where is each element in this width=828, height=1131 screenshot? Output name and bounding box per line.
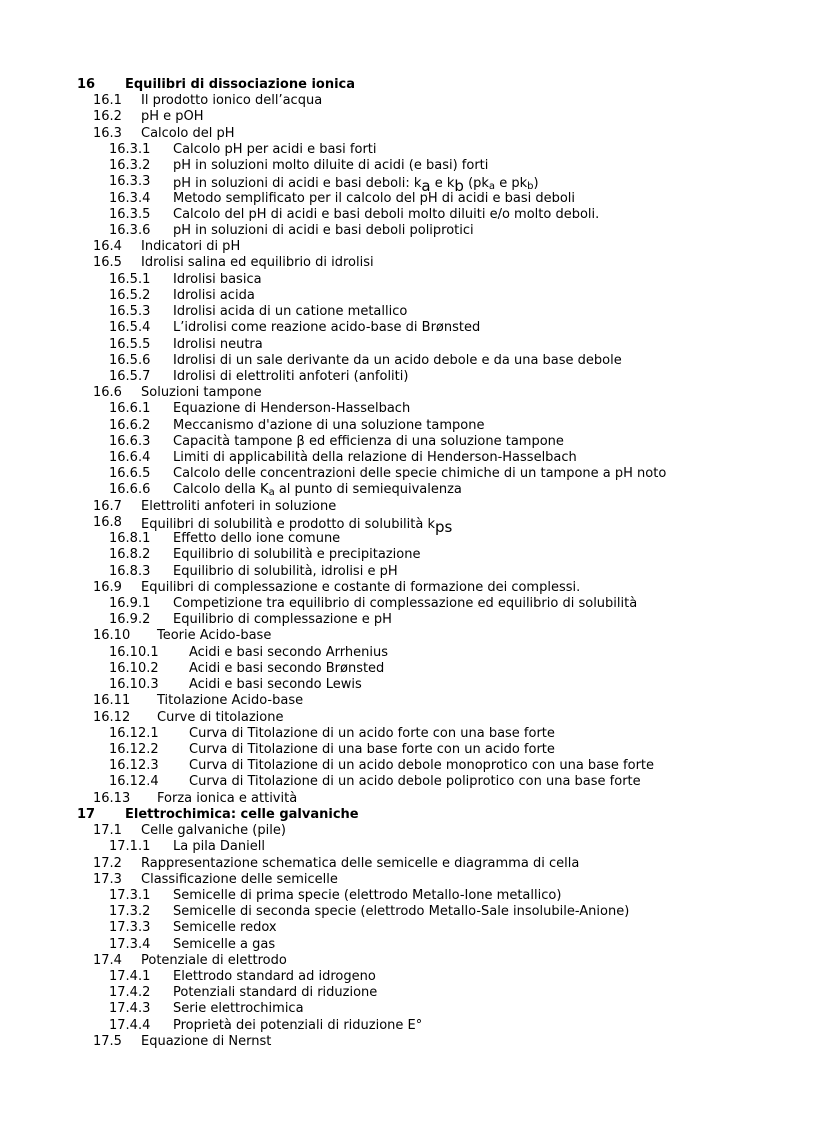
toc-entry-title: Idrolisi salina ed equilibrio di idrolisi — [141, 255, 374, 271]
toc-entry[interactable] — [0, 823, 828, 839]
toc-entry-title: Idrolisi acida — [173, 287, 255, 303]
toc-entry[interactable] — [0, 109, 828, 125]
toc-entry-title: Semicelle redox — [173, 920, 277, 936]
toc-entry-title: Calcolo del pH — [141, 125, 235, 141]
toc-entry-number: 16.5 — [93, 255, 122, 271]
toc-entry-title: Elettroliti anfoteri in soluzione — [141, 498, 337, 514]
toc-entry[interactable] — [0, 320, 828, 336]
toc-entry-title: Competizione tra equilibrio di complessazione ed equilibrio di solubilità — [173, 596, 638, 611]
toc-entry-title: Equazione di Henderson-Hasselbach — [173, 401, 411, 417]
toc-entry-number: 16.5.6 — [109, 352, 151, 368]
toc-entry-number: 16.9 — [93, 579, 122, 595]
toc-entry-number: 17.4.2 — [109, 985, 151, 1001]
toc-entry[interactable] — [0, 807, 828, 823]
toc-entry[interactable] — [0, 953, 828, 969]
title-fragment: e pk — [495, 176, 528, 192]
toc-entry-number: 17.4.1 — [109, 969, 151, 985]
toc-entry-number: 16.9.2 — [109, 612, 151, 628]
title-fragment: (pk — [463, 176, 489, 192]
toc-entry-title: Classificazione delle semicelle — [141, 871, 338, 887]
toc-entry-title: Proprietà dei potenziali di riduzione E° — [173, 1017, 423, 1033]
toc-entry-number: 17.4.3 — [109, 1001, 151, 1017]
toc-entry-title: Curva di Titolazione di un acido debole poliprotico con una base forte — [189, 774, 641, 790]
toc-entry-title: Celle galvaniche (pile) — [141, 823, 286, 839]
toc-entry-title: Acidi e basi secondo Lewis — [189, 677, 362, 693]
toc-entry-number: 16.3 — [93, 125, 122, 141]
toc-entry-number: 17.1 — [93, 823, 122, 839]
toc-entry-title: Equilibrio di solubilità e precipitazione — [173, 547, 421, 563]
toc-entry[interactable] — [0, 255, 828, 271]
toc-entry-title: Soluzioni tampone — [141, 385, 262, 401]
toc-entry-title: pH e pOH — [141, 109, 204, 125]
toc-entry[interactable] — [0, 596, 828, 612]
subscript: a — [488, 181, 496, 193]
toc-entry-number: 16.6.5 — [109, 466, 151, 482]
toc-entry-number: 16.10.1 — [109, 644, 159, 660]
toc-entry-number: 17.2 — [93, 855, 122, 871]
toc-entry[interactable] — [0, 77, 828, 93]
toc-entry-title: Acidi e basi secondo Arrhenius — [189, 644, 388, 660]
toc-entry-number: 16.12.4 — [109, 774, 159, 790]
toc-entry-number: 16.5.4 — [109, 320, 151, 336]
toc-entry-number: 16.6.6 — [109, 482, 151, 498]
toc-entry-number: 16.10.3 — [109, 677, 159, 693]
toc-entry-number: 16.3.6 — [109, 222, 151, 238]
toc-entry-title: Equilibrio di solubilità, idrolisi e pH — [173, 563, 398, 579]
toc-entry-number: 16.13 — [93, 790, 131, 806]
toc-entry-title: Calcolo delle concentrazioni delle specie chimiche di un tampone a pH noto — [173, 466, 667, 482]
toc-entry-number: 16.5.1 — [109, 271, 151, 287]
subscript: ps — [435, 517, 453, 536]
toc-entry-title: Il prodotto ionico dell’acqua — [141, 93, 323, 109]
toc-entry[interactable] — [0, 418, 828, 434]
toc-entry-title: Teorie Acido-base — [157, 628, 272, 644]
toc-entry-number: 16.3.3 — [109, 174, 151, 190]
toc-entry[interactable] — [0, 337, 828, 353]
toc-entry-number: 16.1 — [93, 93, 122, 109]
toc-entry[interactable] — [0, 937, 828, 953]
toc-entry[interactable] — [0, 142, 828, 158]
toc-entry[interactable] — [0, 791, 828, 807]
toc-entry-number: 17.1.1 — [109, 839, 151, 855]
toc-entry-number: 16.2 — [93, 109, 122, 125]
toc-entry-title: Metodo semplificato per il calcolo del pH di acidi e basi deboli — [173, 190, 576, 206]
toc-entry-title — [173, 482, 462, 499]
toc-entry-number: 16.12 — [93, 709, 131, 725]
toc-entry-number: 16.5.3 — [109, 304, 151, 320]
toc-entry[interactable] — [0, 969, 828, 985]
toc-entry-title: L’idrolisi come reazione acido-base di Brønsted — [173, 320, 481, 336]
subscript: a — [268, 487, 275, 499]
toc-entry-title: Potenziale di elettrodo — [141, 952, 287, 968]
toc-entry-number: 16.6.4 — [109, 450, 151, 466]
toc-entry[interactable] — [0, 758, 828, 774]
toc-entry[interactable] — [0, 514, 828, 536]
toc-entry-number: 16.8.1 — [109, 531, 151, 547]
toc-entry[interactable] — [0, 93, 828, 109]
toc-entry-number: 16.8.3 — [109, 563, 151, 579]
subscript: b — [527, 181, 534, 193]
toc-entry-title: Calcolo pH per acidi e basi forti — [173, 141, 377, 157]
toc-entry-number: 16.3.5 — [109, 206, 151, 222]
toc-entry-title: Semicelle a gas — [173, 936, 276, 952]
toc-entry-number: 16 — [77, 77, 96, 92]
toc-entry-title: Elettrodo standard ad idrogeno — [173, 969, 376, 985]
toc-entry[interactable] — [0, 710, 828, 726]
toc-entry[interactable] — [0, 126, 828, 142]
toc-entry-title: Curva di Titolazione di un acido debole monoprotico con una base forte — [189, 758, 655, 774]
toc-entry[interactable] — [0, 547, 828, 563]
toc-entry-title: Semicelle di prima specie (elettrodo Metallo-Ione metallico) — [173, 887, 562, 903]
toc-entry-title: Equazione di Nernst — [141, 1033, 272, 1049]
toc-entry[interactable] — [0, 304, 828, 320]
toc-entry-title: Forza ionica e attività — [157, 790, 298, 806]
toc-entry[interactable] — [0, 482, 828, 498]
toc-entry-number: 16.10.2 — [109, 660, 159, 676]
toc-entry-number: 16.12.3 — [109, 758, 159, 774]
toc-entry[interactable] — [0, 385, 828, 401]
toc-entry-title: Indicatori di pH — [141, 239, 241, 255]
toc-entry-number: 16.3.1 — [109, 141, 151, 157]
toc-entry-title: Equilibri di dissociazione ionica — [125, 77, 356, 92]
toc-entry[interactable] — [0, 353, 828, 369]
toc-entry-title: Semicelle di seconda specie (elettrodo Metallo-Sale insolubile-Anione) — [173, 904, 630, 920]
subscript: b — [454, 177, 464, 196]
table-of-contents — [0, 77, 828, 1050]
toc-entry[interactable] — [0, 434, 828, 450]
toc-entry-title: Curva di Titolazione di una base forte con un acido forte — [189, 741, 555, 757]
toc-entry-title: Rappresentazione schematica delle semicelle e diagramma di cella — [141, 855, 580, 871]
toc-entry-title: Effetto dello ione comune — [173, 531, 341, 547]
toc-entry-title: Idrolisi neutra — [173, 336, 263, 352]
title-fragment: Calcolo della K — [173, 482, 269, 498]
toc-entry-number: 16.6 — [93, 385, 122, 401]
title-fragment: Equilibri di solubilità e prodotto di solubilità k — [141, 516, 436, 532]
toc-entry-number: 17.3.3 — [109, 920, 151, 936]
toc-entry-number: 16.6.3 — [109, 433, 151, 449]
toc-entry-number: 16.7 — [93, 498, 122, 514]
toc-entry-number: 16.11 — [93, 693, 131, 709]
toc-entry[interactable] — [0, 839, 828, 855]
toc-entry-number: 17.4 — [93, 952, 122, 968]
toc-entry[interactable] — [0, 207, 828, 223]
toc-entry-title: pH in soluzioni molto diluite di acidi (e basi) forti — [173, 158, 489, 174]
toc-entry[interactable] — [0, 920, 828, 936]
toc-entry[interactable] — [0, 564, 828, 580]
toc-entry-title: Capacità tampone β ed efficienza di una soluzione tampone — [173, 433, 564, 449]
toc-entry-title: Acidi e basi secondo Brønsted — [189, 660, 385, 676]
toc-entry-number: 16.5.7 — [109, 368, 151, 384]
toc-entry-number: 16.12.2 — [109, 741, 159, 757]
toc-entry[interactable] — [0, 726, 828, 742]
toc-entry-title: Meccanismo d'azione di una soluzione tampone — [173, 417, 485, 433]
toc-entry-number: 16.3.4 — [109, 190, 151, 206]
toc-entry[interactable] — [0, 1018, 828, 1034]
toc-entry-number: 17.3 — [93, 871, 122, 887]
toc-entry[interactable] — [0, 174, 828, 196]
toc-entry-title: Serie elettrochimica — [173, 1001, 304, 1017]
toc-entry[interactable] — [0, 628, 828, 644]
toc-entry[interactable] — [0, 450, 828, 466]
toc-entry-title: Equilibri di complessazione e costante di formazione dei complessi. — [141, 579, 581, 595]
toc-entry[interactable] — [0, 158, 828, 174]
toc-entry-number: 16.8.2 — [109, 547, 151, 563]
toc-entry-number: 17.3.4 — [109, 936, 151, 952]
toc-entry-title: Curva di Titolazione di un acido forte con una base forte — [189, 725, 555, 741]
toc-entry[interactable] — [0, 774, 828, 790]
toc-entry-title: Equilibrio di complessazione e pH — [173, 612, 392, 628]
toc-entry-number: 16.5.5 — [109, 336, 151, 352]
toc-entry-title: Curve di titolazione — [157, 709, 284, 725]
toc-entry[interactable] — [0, 466, 828, 482]
toc-entry-number: 17.4.4 — [109, 1017, 151, 1033]
toc-entry[interactable] — [0, 888, 828, 904]
toc-entry[interactable] — [0, 223, 828, 239]
toc-entry[interactable] — [0, 872, 828, 888]
toc-entry-title: Calcolo del pH di acidi e basi deboli molto diluiti e/o molto deboli. — [173, 206, 600, 222]
toc-entry[interactable] — [0, 288, 828, 304]
toc-entry-number: 16.8 — [93, 514, 122, 530]
toc-entry[interactable] — [0, 985, 828, 1001]
toc-entry-number: 16.12.1 — [109, 725, 159, 741]
toc-entry-title: Titolazione Acido-base — [157, 693, 304, 709]
title-fragment: e k — [430, 176, 455, 192]
toc-entry-number: 16.3.2 — [109, 158, 151, 174]
toc-entry[interactable] — [0, 191, 828, 207]
toc-entry[interactable] — [0, 239, 828, 255]
toc-entry[interactable] — [0, 645, 828, 661]
toc-entry[interactable] — [0, 742, 828, 758]
toc-entry[interactable] — [0, 661, 828, 677]
toc-entry[interactable] — [0, 856, 828, 872]
toc-entry[interactable] — [0, 531, 828, 547]
subscript: a — [421, 177, 431, 196]
toc-entry-title: Idrolisi acida di un catione metallico — [173, 304, 408, 320]
toc-entry-number: 16.9.1 — [109, 596, 151, 611]
toc-entry-title: pH in soluzioni di acidi e basi deboli poliprotici — [173, 222, 474, 238]
toc-entry[interactable] — [0, 612, 828, 628]
toc-entry[interactable] — [0, 499, 828, 515]
toc-entry-number: 16.6.2 — [109, 417, 151, 433]
toc-entry-title: Idrolisi di elettroliti anfoteri (anfoliti) — [173, 368, 409, 384]
toc-entry-number: 17 — [77, 806, 96, 822]
toc-entry[interactable] — [0, 580, 828, 596]
toc-entry-title: Elettrochimica: celle galvaniche — [125, 806, 359, 822]
toc-entry-number: 16.5.2 — [109, 287, 151, 303]
toc-entry-number: 17.3.2 — [109, 904, 151, 920]
toc-entry-number: 16.6.1 — [109, 401, 151, 417]
title-fragment: ) — [533, 176, 539, 192]
toc-entry[interactable] — [0, 1034, 828, 1050]
title-fragment: al punto di semiequivalenza — [274, 482, 462, 498]
toc-entry[interactable] — [0, 401, 828, 417]
toc-entry-title: Idrolisi di un sale derivante da un acido debole e da una base debole — [173, 352, 622, 368]
toc-entry-number: 17.5 — [93, 1033, 122, 1049]
toc-entry[interactable] — [0, 369, 828, 385]
toc-entry-number: 17.3.1 — [109, 887, 151, 903]
toc-entry[interactable] — [0, 677, 828, 693]
toc-entry-title: La pila Daniell — [173, 839, 265, 855]
toc-entry[interactable] — [0, 693, 828, 709]
toc-entry-number: 16.10 — [93, 628, 131, 644]
toc-entry-title: Limiti di applicabilità della relazione di Henderson-Hasselbach — [173, 450, 577, 466]
toc-entry-number: 16.4 — [93, 239, 122, 255]
toc-entry[interactable] — [0, 272, 828, 288]
toc-entry[interactable] — [0, 1001, 828, 1017]
toc-entry-title: Potenziali standard di riduzione — [173, 985, 378, 1001]
toc-entry[interactable] — [0, 904, 828, 920]
toc-entry-title: Idrolisi basica — [173, 271, 262, 287]
title-fragment: pH in soluzioni di acidi e basi deboli: k — [173, 176, 422, 192]
